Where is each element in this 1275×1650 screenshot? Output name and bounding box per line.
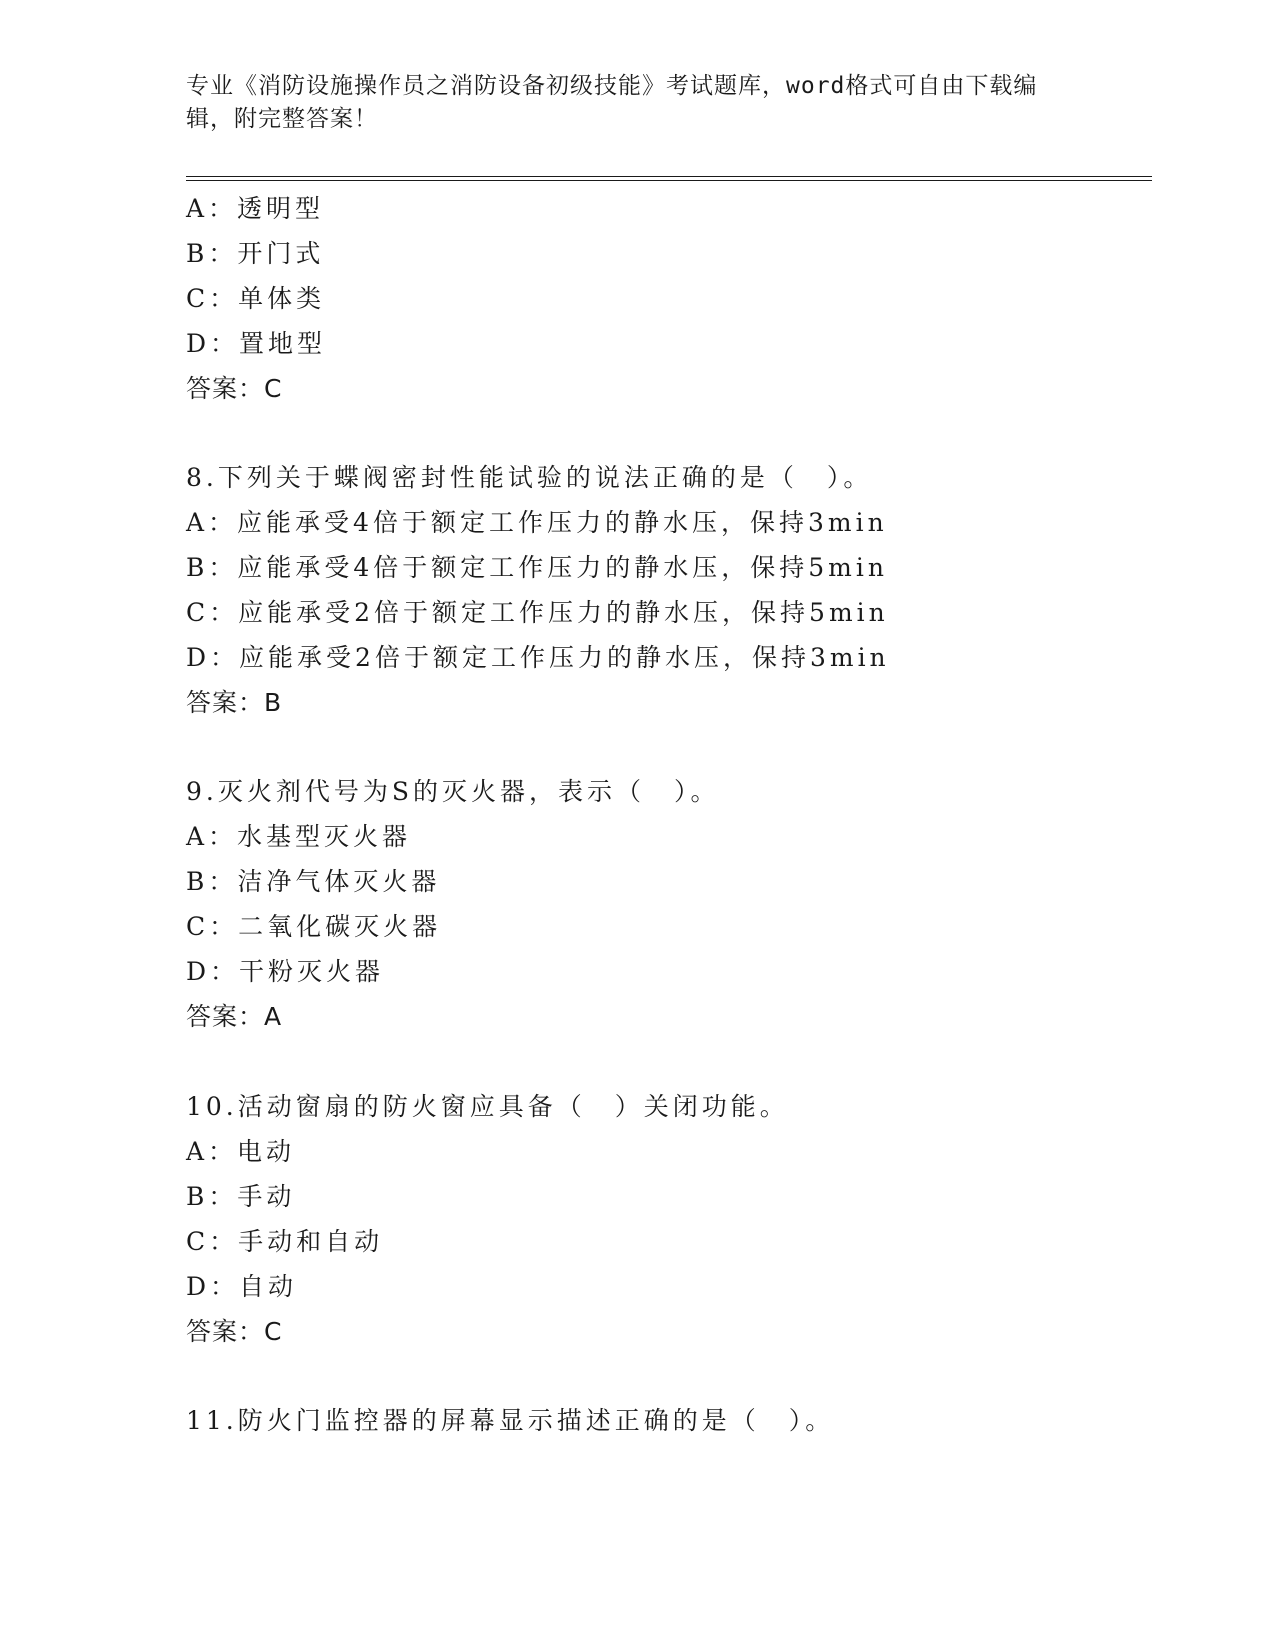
q8-option-d: D：应能承受2倍于额定工作压力的静水压，保持3min xyxy=(186,643,890,672)
q7-answer: 答案：C xyxy=(186,374,283,403)
q11-stem: 11.防火门监控器的屏幕显示描述正确的是（ ）。 xyxy=(186,1406,835,1435)
header-line-1: 专业《消防设施操作员之消防设备初级技能》考试题库，word格式可自由下载编 xyxy=(186,73,1038,99)
q7-option-c: C：单体类 xyxy=(186,284,326,313)
q10-answer: 答案：C xyxy=(186,1317,283,1346)
q7-option-d: D：置地型 xyxy=(186,329,327,358)
q8-answer: 答案：B xyxy=(186,688,283,717)
q9-option-d: D：干粉灭火器 xyxy=(186,957,385,986)
q10-option-c: C：手动和自动 xyxy=(186,1227,384,1256)
q9-answer: 答案：A xyxy=(186,1002,283,1031)
q9-option-b: B：洁净气体灭火器 xyxy=(186,867,441,896)
q9-stem: 9.灭火剂代号为S的灭火器，表示（ ）。 xyxy=(186,777,720,806)
q8-option-b: B：应能承受4倍于额定工作压力的静水压，保持5min xyxy=(186,553,888,582)
q10-option-a: A：电动 xyxy=(186,1137,296,1166)
header-line-2: 辑，附完整答案！ xyxy=(186,106,378,132)
q10-option-d: D：自动 xyxy=(186,1272,298,1301)
q9-option-a: A：水基型灭火器 xyxy=(186,822,412,851)
q7-option-b: B：开门式 xyxy=(186,239,325,268)
header-divider-top xyxy=(186,176,1152,177)
header-divider-bottom xyxy=(186,180,1152,181)
q9-option-c: C：二氧化碳灭火器 xyxy=(186,912,442,941)
q8-option-a: A：应能承受4倍于额定工作压力的静水压，保持3min xyxy=(186,508,888,537)
q7-option-a: A：透明型 xyxy=(186,194,325,223)
document-header xyxy=(186,70,1066,136)
q8-option-c: C：应能承受2倍于额定工作压力的静水压，保持5min xyxy=(186,598,889,627)
q8-stem: 8.下列关于蝶阀密封性能试验的说法正确的是（ ）。 xyxy=(186,463,873,492)
q10-option-b: B：手动 xyxy=(186,1182,296,1211)
q10-stem: 10.活动窗扇的防火窗应具备（ ）关闭功能。 xyxy=(186,1092,789,1121)
